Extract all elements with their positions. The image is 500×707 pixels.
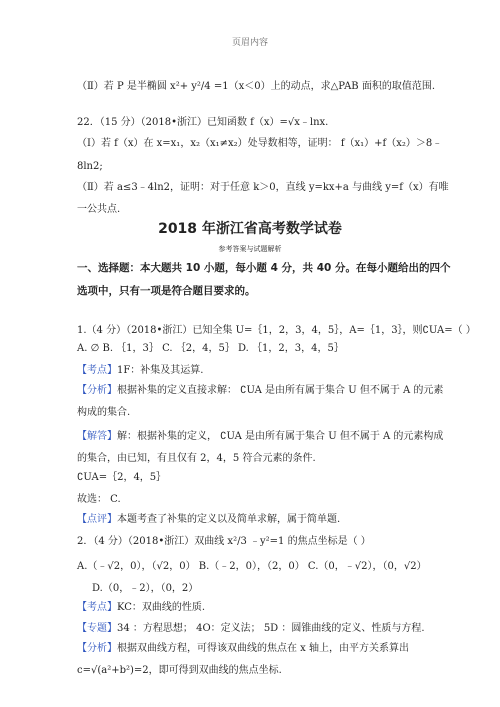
- problem-22-part1: （Ⅰ）若 f（x）在 x=x₁，x₂（x₁≠x₂）处导数相等，证明： f（x₁）+f（x₂）＞8﹣: [77, 138, 443, 149]
- q1-jieda-tag: 【解答】: [77, 431, 117, 442]
- q1-options: A. ∅ B. ｛1，3｝ C. ｛2，4，5｝ D. ｛1，2，3，4，5｝: [77, 343, 344, 354]
- q1-dianping: 本题考查了补集的定义以及简单求解，属于简单题.: [117, 514, 341, 525]
- document-subtitle: 参考答案与试题解析: [218, 245, 282, 253]
- q1-dianping-row: [77, 513, 340, 527]
- problem-22-part2-cont: 一公共点.: [77, 204, 121, 215]
- page-header: 页眉内容: [231, 38, 268, 48]
- problem-22-part2: （Ⅱ）若 a≤3﹣4ln2，证明：对于任意 k＞0，直线 y=kx+a 与曲线 y=f（x）有唯: [77, 182, 449, 193]
- q2-fenxi-row: [77, 642, 409, 656]
- q2-kaodian-tag: 【考点】: [77, 602, 117, 613]
- document-title: 2018 年浙江省高考数学试卷: [158, 221, 342, 237]
- q1-stem: 1.（4 分）（2018•浙江）已知全集 U=｛1，2，3，4，5｝，A=｛1，3｝，则∁UA=（ ）: [77, 325, 476, 336]
- q2-zhuanti-tag: 【专题】: [77, 623, 117, 634]
- q2-options-line2: D.（0，﹣2），（0，2）: [92, 583, 199, 594]
- q1-dianping-tag: 【点评】: [77, 514, 117, 525]
- problem-21-part2: （Ⅱ）若 P 是半椭圆 x²+ y²/4 =1（x＜0）上的动点，求△PAB 面积的取值范围.: [77, 81, 436, 92]
- q1-fenxi-row: [77, 384, 443, 398]
- q1-jieda-line2: 的集合，由已知，有且仅有 2，4，5 符合元素的条件.: [77, 453, 316, 464]
- q1-jieda-line1: 解：根据补集的定义， ∁UA 是由所有属于集合 U 但不属于 A 的元素构成: [117, 431, 444, 442]
- q1-fenxi-line2: 构成的集合.: [77, 407, 131, 418]
- problem-22-part1-cont: 8ln2;: [77, 161, 103, 172]
- q2-kaodian: KC：双曲线的性质.: [117, 602, 206, 613]
- q2-zhuanti-row: [77, 622, 425, 636]
- q2-fenxi-tag: 【分析】: [77, 643, 117, 654]
- q1-fenxi-line1: 根据补集的定义直接求解： ∁UA 是由所有属于集合 U 但不属于 A 的元素: [117, 385, 444, 396]
- q1-kaodian-tag: 【考点】: [77, 365, 117, 376]
- q2-kaodian-row: [77, 601, 205, 615]
- q1-answer: 故选： C.: [77, 494, 121, 505]
- section-heading-line1: 一、选择题：本大题共 10 小题，每小题 4 分，共 40 分。在每小题给出的四个: [77, 262, 451, 274]
- q1-kaodian: 1F：补集及其运算.: [117, 365, 204, 376]
- problem-22-stem: 22．（15 分）（2018•浙江）已知函数 f（x）=√x﹣lnx.: [77, 117, 329, 128]
- q2-stem: 2．（4 分）（2018•浙江）双曲线 x²/3 ﹣y²=1 的焦点坐标是（ ）: [77, 536, 371, 547]
- q2-fenxi-line1: 根据双曲线方程，可得该双曲线的焦点在 x 轴上，由平方关系算出: [117, 643, 409, 654]
- q1-kaodian-row: [77, 364, 203, 378]
- q2-options-line1: A.（﹣√2，0），（√2，0） B.（﹣2，0），（2，0） C.（0，﹣√2），（0，√2）: [77, 561, 427, 572]
- q2-fenxi-line2: c=√(a²+b²)=2，即可得到双曲线的焦点坐标.: [77, 665, 282, 676]
- q1-jieda-row: [77, 430, 443, 444]
- q2-zhuanti: 34 ：方程思想； 4O：定义法； 5D ：圆锥曲线的定义、性质与方程.: [117, 623, 425, 634]
- q1-jieda-line3: ∁UA=｛2，4，5｝: [77, 472, 167, 483]
- q1-fenxi-tag: 【分析】: [77, 385, 117, 396]
- section-heading-line2: 选项中，只有一项是符合题目要求的。: [77, 285, 256, 297]
